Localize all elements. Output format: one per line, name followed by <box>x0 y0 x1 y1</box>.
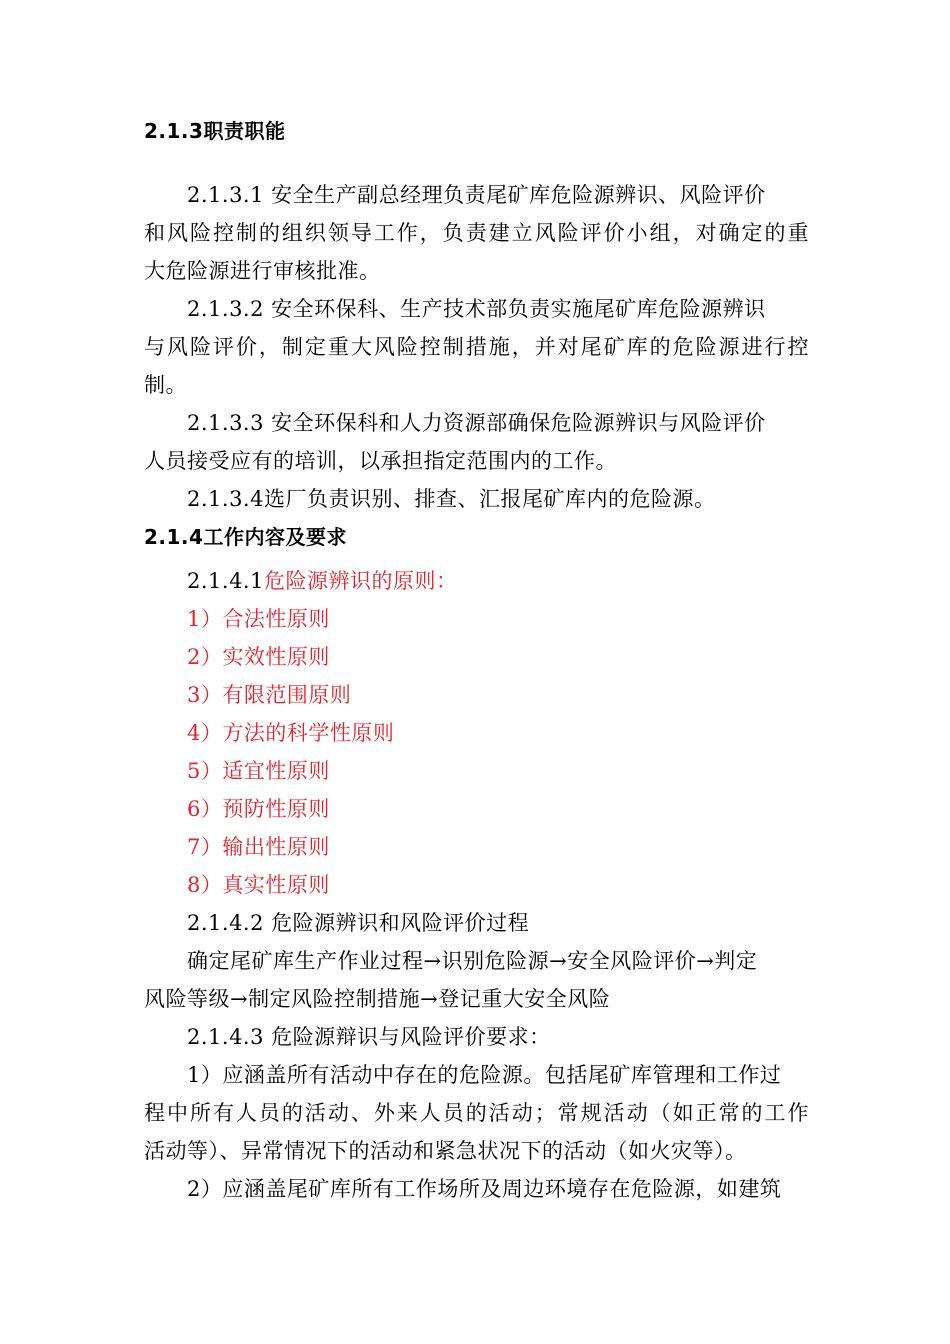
paragraph-2-1-4-1 <box>187 562 852 600</box>
paragraph-2-1-3-2-line-1: 2.1.3.2 安全环保科、生产技术部负责实施尾矿库危险源辨识 <box>187 297 766 321</box>
paragraph-2-1-3-2-line-2: 与风险评价，制定重大风险控制措施，并对尾矿库的危险源进行控 <box>144 335 809 359</box>
principle-item: 2）实效性原则 <box>187 645 330 669</box>
principle-item: 6）预防性原则 <box>187 797 330 821</box>
principle-item: 8）真实性原则 <box>187 873 330 897</box>
process-flow-line-2: 风险等级→制定风险控制措施→登记重大安全风险 <box>144 987 611 1011</box>
paragraph-2-1-3-3-line-2: 人员接受应有的培训，以承担指定范围内的工作。 <box>144 449 617 473</box>
requirement-1-line-1: 1）应涵盖所有活动中存在的危险源。包括尾矿库管理和工作过 <box>187 1063 782 1087</box>
section-heading-2-1-3: 2.1.3职责职能 <box>144 119 286 143</box>
paragraph-2-1-3-3-line-1: 2.1.3.3 安全环保科和人力资源部确保危险源辨识与风险评价 <box>187 411 766 435</box>
requirement-2-line-1: 2）应涵盖尾矿库所有工作场所及周边环境存在危险源，如建筑 <box>187 1177 782 1201</box>
principle-item: 4）方法的科学性原则 <box>187 721 395 745</box>
process-flow-line-1: 确定尾矿库生产作业过程→识别危险源→安全风险评价→判定 <box>187 949 758 973</box>
principles-heading: 危险源辨识的原则： <box>263 569 458 593</box>
paragraph-2-1-3-1-line-1: 2.1.3.1 安全生产副总经理负责尾矿库危险源辨识、风险评价 <box>187 183 766 207</box>
paragraph-2-1-4-2-title: 2.1.4.2 危险源辨识和风险评价过程 <box>187 911 530 935</box>
principle-item: 7）输出性原则 <box>187 835 330 859</box>
paragraph-2-1-3-1-line-2: 和风险控制的组织领导工作，负责建立风险评价小组，对确定的重 <box>144 221 809 245</box>
paragraph-2-1-3-4: 2.1.3.4选厂负责识别、排查、汇报尾矿库内的危险源。 <box>187 487 716 511</box>
paragraph-number: 2.1.4.1 <box>187 569 264 593</box>
principle-item: 3）有限范围原则 <box>187 683 352 707</box>
paragraph-2-1-3-1-line-3: 大危险源进行审核批准。 <box>144 259 381 283</box>
principle-item: 5）适宜性原则 <box>187 759 330 783</box>
paragraph-2-1-3-2-line-3: 制。 <box>144 373 187 397</box>
paragraph-2-1-4-3-title: 2.1.4.3 危险源辩识与风险评价要求： <box>187 1025 551 1049</box>
section-heading-2-1-4: 2.1.4工作内容及要求 <box>144 525 347 549</box>
principle-item: 1）合法性原则 <box>187 607 330 631</box>
requirement-1-line-3: 活动等）、异常情况下的活动和紧急状况下的活动（如火灾等）。 <box>144 1139 747 1163</box>
requirement-1-line-2: 程中所有人员的活动、外来人员的活动；常规活动（如正常的工作 <box>144 1101 809 1125</box>
